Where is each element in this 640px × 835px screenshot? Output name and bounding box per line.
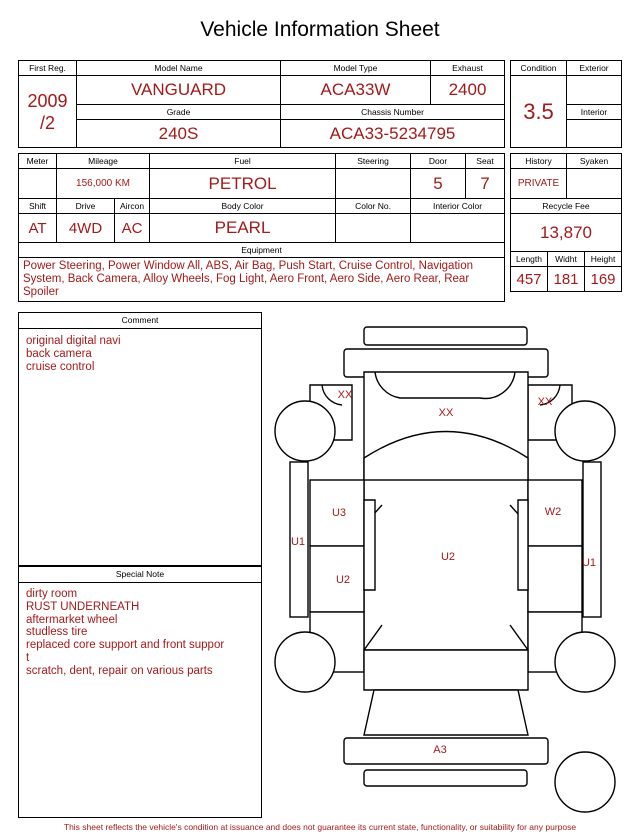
damage-code-front-left-fender: XX <box>337 389 353 401</box>
right-mirror-strip <box>518 500 528 590</box>
comment-box <box>18 312 262 566</box>
aircon-label: Aircon <box>115 199 150 214</box>
first-reg-label: First Reg. <box>19 61 77 76</box>
width-label: Widht <box>548 252 585 267</box>
model-name-value: VANGUARD <box>77 76 281 105</box>
exhaust-label: Exhaust <box>431 61 505 76</box>
rear-left-wheel <box>275 632 335 692</box>
interior-value <box>567 120 622 148</box>
history-value: PRIVATE <box>511 169 567 199</box>
model-name-label: Model Name <box>77 61 281 76</box>
condition-value: 3.5 <box>511 76 567 148</box>
right-rear-door <box>528 546 582 612</box>
door-label: Door <box>411 154 466 169</box>
comment-text <box>26 335 257 373</box>
interior-color-value <box>411 214 505 243</box>
meter-label: Meter <box>19 154 57 169</box>
comment-line: original digital navi <box>26 335 121 347</box>
special-note-line: t <box>26 651 30 664</box>
comment-label: Comment <box>19 313 261 329</box>
steering-value <box>336 169 411 199</box>
color-no-value <box>336 214 411 243</box>
length-label: Length <box>511 252 548 267</box>
exterior-label: Exterior <box>567 61 622 76</box>
first-reg-year: 2009 <box>27 90 68 111</box>
condition-grid <box>510 60 622 148</box>
chassis-label: Chassis Number <box>281 105 505 120</box>
rear-window <box>364 650 528 690</box>
equipment-label: Equipment <box>19 243 505 258</box>
damage-code-left-rear-door: U2 <box>335 574 351 586</box>
shift-value: AT <box>19 214 57 243</box>
rear-bumper-bottom <box>364 770 527 786</box>
history-label: History <box>511 154 567 169</box>
left-mirror-strip <box>364 500 375 590</box>
front-right-wheel <box>555 401 615 461</box>
spec-grid <box>18 153 505 302</box>
damage-code-hood: XX <box>438 407 454 419</box>
height-label: Height <box>585 252 622 267</box>
drive-label: Drive <box>57 199 115 214</box>
model-type-value: ACA33W <box>281 76 431 105</box>
damage-code-roof: U2 <box>440 551 456 563</box>
first-reg-month: /2 <box>39 112 55 133</box>
grade-label: Grade <box>77 105 281 120</box>
right-side-panel <box>583 462 601 617</box>
damage-code-right-front-door: W2 <box>544 506 562 518</box>
syaken-value <box>567 169 622 199</box>
front-bumper-top <box>364 327 527 345</box>
recycle-fee-value: 13,870 <box>511 214 622 252</box>
syaken-label: Syaken <box>567 154 622 169</box>
history-grid <box>510 153 622 292</box>
damage-code-left-front-door: U3 <box>331 507 347 519</box>
fuel-value: PETROL <box>150 169 336 199</box>
first-reg-value <box>19 76 77 148</box>
vehicle-info-grid <box>18 60 505 148</box>
special-note-line: scratch, dent, repair on various parts <box>26 664 213 677</box>
chassis-value: ACA33-5234795 <box>281 120 505 148</box>
special-note-line: studless tire <box>26 626 88 639</box>
special-note-line: RUST UNDERNEATH <box>26 600 140 613</box>
seat-label: Seat <box>466 154 505 169</box>
aircon-value: AC <box>115 214 150 243</box>
seat-value: 7 <box>466 169 505 199</box>
car-damage-diagram <box>270 318 632 818</box>
color-no-label: Color No. <box>336 199 411 214</box>
steering-label: Steering <box>336 154 411 169</box>
fuel-label: Fuel <box>150 154 336 169</box>
mileage-value: 156,000 KM <box>57 169 150 199</box>
spare-wheel <box>555 752 615 812</box>
special-note-line: replaced core support and front suppor <box>26 639 225 652</box>
width-value: 181 <box>548 267 585 292</box>
damage-code-left-side: U1 <box>290 536 306 548</box>
body-color-value: PEARL <box>150 214 336 243</box>
rear-hatch <box>364 690 528 735</box>
special-note-label: Special Note <box>19 566 261 583</box>
shift-label: Shift <box>19 199 57 214</box>
special-note-line: dirty room <box>26 588 78 600</box>
length-value: 457 <box>511 267 548 292</box>
height-value: 169 <box>585 267 622 292</box>
special-note-box <box>18 566 262 818</box>
comment-line: cruise control <box>26 360 95 373</box>
exhaust-value: 2400 <box>431 76 505 105</box>
page-title: Vehicle Information Sheet <box>200 18 440 41</box>
body-color-label: Body Color <box>150 199 336 214</box>
interior-color-label: Interior Color <box>411 199 505 214</box>
equipment-value: Power Steering, Power Window All, ABS, Air Bag, Push Start, Cruise Control, Navigation System, Back Camera, Alloy Wheels, Fog Light, Aero Front, Aero Side, Aero Rear, Rear Spoiler <box>23 260 473 298</box>
door-value: 5 <box>411 169 466 199</box>
disclaimer-footer: This sheet reflects the vehicle's condition at issuance and does not guarantee its current state, functionality, or suitability for any purpose <box>63 822 577 832</box>
special-note-text <box>26 588 257 678</box>
model-type-label: Model Type <box>281 61 431 76</box>
condition-label: Condition <box>511 61 567 76</box>
interior-label: Interior <box>567 105 622 120</box>
recycle-fee-label: Recycle Fee <box>511 199 622 214</box>
exterior-value <box>567 76 622 105</box>
damage-code-rear-bumper: A3 <box>433 744 447 756</box>
front-left-wheel <box>275 401 335 461</box>
comment-line: back camera <box>26 347 92 360</box>
special-note-line: aftermarket wheel <box>26 613 118 626</box>
damage-code-right-side: U1 <box>581 557 597 569</box>
rear-right-wheel <box>555 632 615 692</box>
drive-value: 4WD <box>57 214 115 243</box>
damage-code-front-right-fender: XX <box>537 396 553 408</box>
roof <box>364 480 528 650</box>
meter-value <box>19 169 57 199</box>
mileage-label: Mileage <box>57 154 150 169</box>
grade-value: 240S <box>77 120 281 148</box>
